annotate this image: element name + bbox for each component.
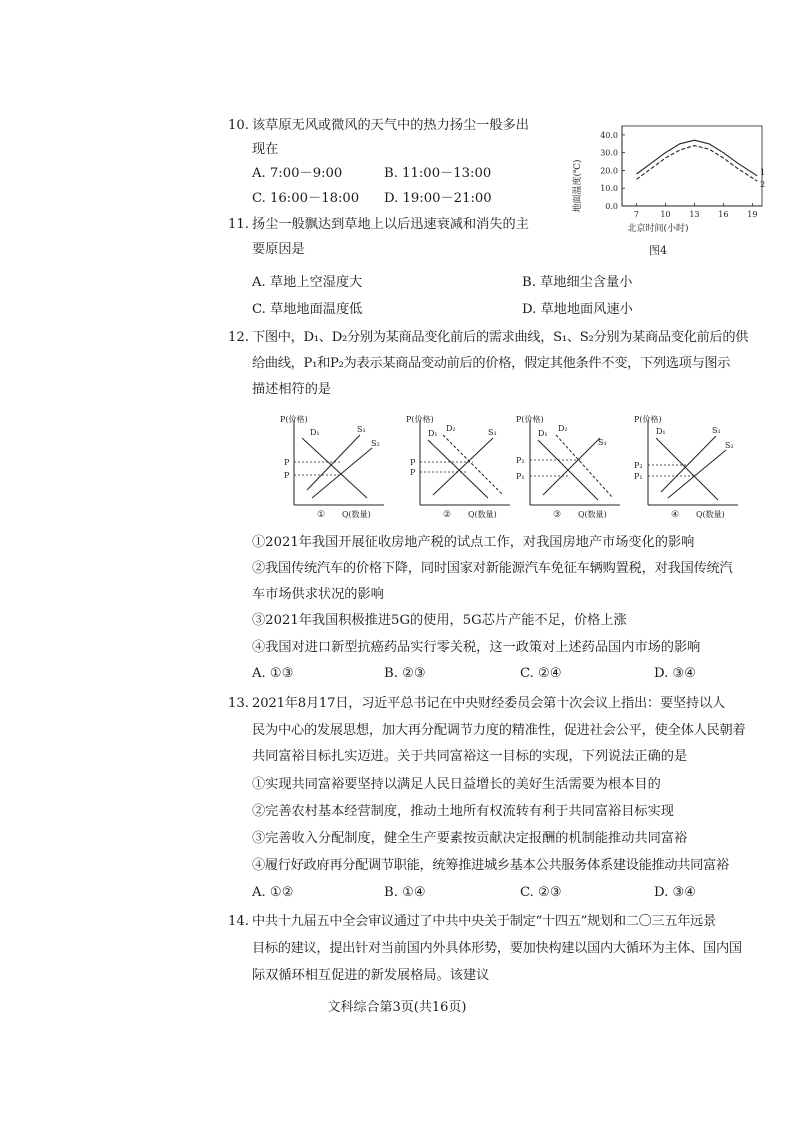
question-11-stem-line1: 扬尘一般飘达到草地上以后迅速衰减和消失的主 bbox=[252, 217, 529, 232]
question-12-statement-3: ③2021年我国积极推进5G的使用，5G芯片产能不足，价格上涨 bbox=[252, 613, 627, 628]
question-12-option-a: A. ①③ bbox=[252, 666, 294, 681]
econ-graph-3-label-d2: D₂ bbox=[558, 424, 568, 433]
question-13-statement-1: ①实现共同富裕要坚持以满足人民日益增长的美好生活需要为根本目的 bbox=[252, 777, 661, 792]
figure-4-ytick: 10.0 bbox=[600, 184, 618, 194]
econ-graph-3-label-p1: P₁ bbox=[516, 472, 525, 481]
question-13-statement-3: ③完善收入分配制度，健全生产要素按贡献决定报酬的机制能推动共同富裕 bbox=[252, 831, 688, 846]
econ-graph-2-label-s1: S₁ bbox=[488, 428, 497, 437]
question-13-statement-4: ④履行好政府再分配调节职能，统筹推进城乡基本公共服务体系建设能推动共同富裕 bbox=[252, 858, 729, 873]
figure-4-xtick: 16 bbox=[718, 210, 729, 219]
econ-graph-1-label-p-upper: P bbox=[284, 458, 290, 467]
figure-4-xtick: 19 bbox=[747, 210, 758, 219]
figure-4-xtick: 7 bbox=[633, 210, 640, 219]
question-13-option-a: A. ①② bbox=[252, 885, 294, 900]
figure-4-ytick: 40.0 bbox=[600, 130, 618, 140]
econ-graph-3-label-p2: P₂ bbox=[516, 456, 525, 465]
econ-graph-4-label-p2: P₂ bbox=[634, 461, 643, 470]
figure-4-series-label: 2 bbox=[760, 180, 766, 190]
figure-4-xtick: 10 bbox=[660, 210, 671, 219]
econ-graph-2-number: ② bbox=[443, 510, 452, 520]
econ-graph-4 bbox=[626, 410, 756, 525]
question-12-stem-line2: 给曲线，P₁和P₂为表示某商品变动前后的价格，假定其他条件不变，下列选项与图示 bbox=[252, 356, 731, 371]
question-13-statement-2: ②完善农村基本经营制度，推动土地所有权流转有利于共同富裕目标实现 bbox=[252, 804, 674, 819]
question-10-stem-line2: 现在 bbox=[252, 142, 279, 157]
econ-graph-2-label-d1: D₁ bbox=[428, 429, 438, 438]
question-10-option-c: C. 16:00－18:00 bbox=[252, 191, 360, 206]
question-13-option-b: B. ①④ bbox=[384, 885, 426, 900]
question-10-option-d: D. 19:00－21:00 bbox=[384, 191, 492, 206]
econ-graph-4-label-s2: S₂ bbox=[725, 441, 734, 450]
question-12-statement-4: ④我国对进口新型抗癌药品实行零关税，这一政策对上述药品国内市场的影响 bbox=[252, 640, 701, 655]
question-12-option-c: C. ②④ bbox=[520, 666, 562, 681]
figure-4-frame bbox=[622, 126, 762, 206]
question-13-number: 13. bbox=[228, 696, 249, 711]
question-10-option-a: A. 7:00－9:00 bbox=[252, 166, 343, 181]
econ-graph-4-ylabel: P(价格) bbox=[634, 415, 662, 424]
question-14-stem-line3: 际双循环相互促进的新发展格局。该建议 bbox=[252, 968, 490, 983]
question-12-statement-2b: 车市场供求状况的影响 bbox=[252, 587, 384, 602]
figure-4-ytick: 20.0 bbox=[600, 166, 618, 176]
figure-4-ylabel: 地面温度(℃) bbox=[573, 159, 583, 213]
question-12-option-b: B. ②③ bbox=[384, 666, 426, 681]
econ-graph-1-label-p-lower: P bbox=[284, 471, 290, 480]
econ-graph-3-label-d1: D₁ bbox=[538, 429, 548, 438]
question-13-stem-line3: 共同富裕目标扎实迈进。关于共同富裕这一目标的实现，下列说法正确的是 bbox=[252, 749, 688, 764]
figure-4-xlabel: 北京时间(小时) bbox=[627, 224, 689, 234]
question-11-option-a: A. 草地上空湿度大 bbox=[252, 275, 363, 290]
question-14-stem-line1: 中共十九届五中全会审议通过了中共中央关于制定“十四五”规划和二〇三五年远景 bbox=[252, 914, 716, 929]
figure-4-ytick: 30.0 bbox=[600, 148, 618, 158]
econ-graph-3-xlabel: Q(数量) bbox=[578, 510, 607, 519]
question-12-number: 12. bbox=[228, 330, 249, 345]
figure-4-xtick: 13 bbox=[689, 210, 700, 219]
question-13-option-c: C. ②③ bbox=[520, 885, 562, 900]
econ-graph-1-number: ① bbox=[317, 510, 326, 520]
question-12-stem-line1: 下图中，D₁、D₂分别为某商品变化前后的需求曲线，S₁、S₂分别为某商品变化前后的供 bbox=[252, 330, 749, 345]
figure-4-series-2 bbox=[637, 146, 758, 182]
question-12-statement-2a: ②我国传统汽车的价格下降，同时国家对新能源汽车免征车辆购置税，对我国传统汽 bbox=[252, 561, 733, 576]
econ-graph-4-svg bbox=[626, 410, 756, 525]
econ-graph-1 bbox=[272, 410, 402, 525]
figure-4-ytick: 0.0 bbox=[605, 202, 618, 211]
econ-graph-1-label-s1: S₁ bbox=[357, 425, 366, 434]
question-13-stem-line1: 2021年8月17日，习近平总书记在中央财经委员会第十次会议上指出：要坚持以人 bbox=[252, 696, 725, 711]
figure-4-series-label: 1 bbox=[760, 167, 766, 177]
question-12-statement-1: ①2021年我国开展征收房地产税的试点工作，对我国房地产市场变化的影响 bbox=[252, 535, 695, 550]
question-11-option-c: C. 草地地面温度低 bbox=[252, 302, 363, 317]
econ-graph-2-xlabel: Q(数量) bbox=[468, 510, 497, 519]
econ-graph-1-label-d1: D₁ bbox=[310, 428, 320, 437]
econ-graph-4-xlabel: Q(数量) bbox=[696, 510, 725, 519]
figure-4-series-1 bbox=[637, 140, 758, 176]
econ-graph-4-label-p1: P₁ bbox=[634, 472, 643, 481]
econ-graph-1-ylabel: P(价格) bbox=[280, 415, 308, 424]
page-footer: 文科综合第3页(共16页) bbox=[327, 1000, 467, 1015]
question-12-option-d: D. ③④ bbox=[654, 666, 697, 681]
question-14-number: 14. bbox=[228, 914, 249, 929]
econ-graph-3 bbox=[508, 410, 638, 525]
question-10-stem-line1: 该草原无风或微风的天气中的热力扬尘一般多出 bbox=[252, 118, 529, 133]
question-11-stem-line2: 要原因是 bbox=[252, 242, 305, 257]
econ-graph-2-label-d2: D₂ bbox=[446, 424, 456, 433]
question-13-stem-line2: 民为中心的发展思想，加大再分配调节力度的精准性，促进社会公平，使全体人民朝着 bbox=[252, 723, 746, 738]
question-11-option-d: D. 草地地面风速小 bbox=[522, 302, 633, 317]
econ-graph-1-xlabel: Q(数量) bbox=[342, 510, 371, 519]
econ-graph-1-label-s2: S₂ bbox=[371, 439, 380, 448]
question-12-stem-line3: 描述相符的是 bbox=[252, 382, 332, 397]
question-10-number: 10. bbox=[228, 118, 249, 133]
figure-4-caption: 图4 bbox=[649, 244, 667, 257]
econ-graph-4-label-d1: D₁ bbox=[656, 427, 666, 436]
econ-graph-2-label-p-lower: P bbox=[410, 468, 416, 477]
econ-graph-2-ylabel: P(价格) bbox=[406, 415, 434, 424]
econ-graph-3-ylabel: P(价格) bbox=[516, 415, 544, 424]
econ-graph-1-svg bbox=[272, 410, 402, 525]
econ-graph-3-label-s1: S₁ bbox=[598, 438, 607, 447]
question-14-stem-line2: 目标的建议，提出针对当前国内外具体形势，要加快构建以国内大循环为主体、国内国 bbox=[252, 941, 742, 956]
econ-graph-3-svg bbox=[508, 410, 638, 525]
question-13-option-d: D. ③④ bbox=[654, 885, 697, 900]
figure-4-chart bbox=[566, 118, 776, 258]
econ-graph-2-label-p-upper: P bbox=[410, 458, 416, 467]
econ-graph-4-label-s1: S₁ bbox=[712, 426, 721, 435]
econ-graph-4-number: ④ bbox=[671, 510, 680, 520]
figure-4-svg bbox=[566, 118, 776, 258]
econ-graph-3-number: ③ bbox=[553, 510, 562, 520]
question-11-number: 11. bbox=[228, 217, 249, 232]
question-10-option-b: B. 11:00－13:00 bbox=[384, 166, 492, 181]
question-11-option-b: B. 草地细尘含量小 bbox=[522, 275, 633, 290]
